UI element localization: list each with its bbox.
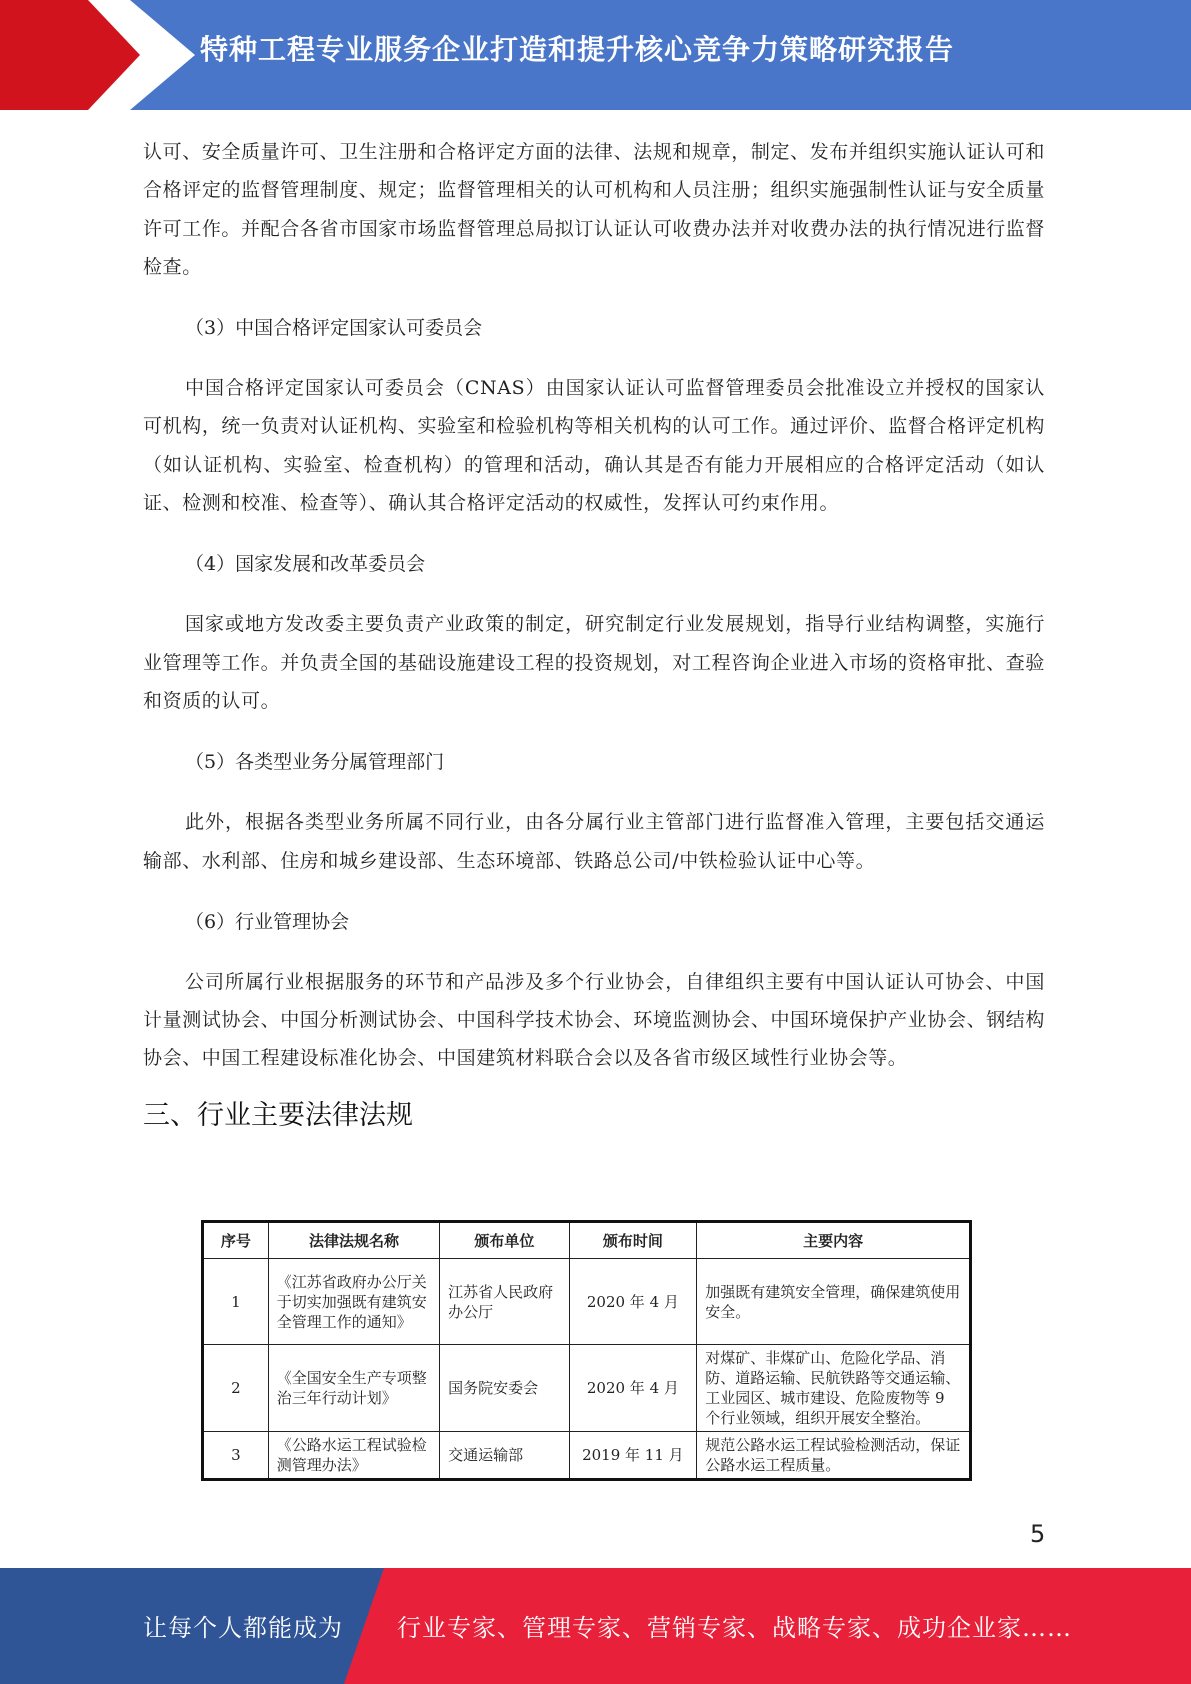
column-header: 颁布时间 — [569, 1222, 697, 1259]
column-header: 主要内容 — [697, 1222, 971, 1259]
laws-regulations-table — [201, 1220, 972, 1481]
table-cell: 3 — [203, 1432, 269, 1480]
page-footer — [0, 1568, 1191, 1684]
footer-slogan-right: 行业专家、管理专家、营销专家、战略专家、成功企业家…… — [397, 1614, 1072, 1642]
table-header-row — [203, 1222, 971, 1259]
page-number: 5 — [1030, 1520, 1046, 1548]
body-paragraph: 此外，根据各类型业务所属不同行业，由各分属行业主管部门进行监督准入管理，主要包括交通运输部、水利部、住房和城乡建设部、生态环境部、铁路总公司/中铁检验认证中心等。 — [143, 811, 1045, 872]
subheading: （6）行业管理协会 — [185, 910, 350, 933]
table-cell: 江苏省人民政府办公厅 — [440, 1259, 569, 1345]
table-cell: 1 — [203, 1259, 269, 1345]
report-title: 特种工程专业服务企业打造和提升核心竞争力策略研究报告 — [200, 33, 955, 66]
table-cell: 2019 年 11 月 — [569, 1432, 697, 1480]
column-header: 颁布单位 — [440, 1222, 569, 1259]
page-header — [0, 0, 1191, 110]
section-heading: 三、行业主要法律法规 — [143, 1099, 413, 1131]
body-paragraph: 中国合格评定国家认可委员会（CNAS）由国家认证认可监督管理委员会批准设立并授权的国家认可机构，统一负责对认证机构、实验室和检验机构等相关机构的认可工作。通过评价、监督合格评定机构（如认证机构、实验室、检查机构）的管理和活动，确认其是否有能力开展相应的合格评定活动（如认证、检测和校准、检查等）、确认其合格评定活动的权威性，发挥认可约束作用。 — [143, 377, 1045, 515]
table-cell: 对煤矿、非煤矿山、危险化学品、消防、道路运输、民航铁路等交通运输、工业园区、城市建设、危险废物等 9 个行业领域，组织开展安全整治。 — [697, 1345, 971, 1432]
table-cell: 《全国安全生产专项整治三年行动计划》 — [268, 1345, 439, 1432]
body-paragraph: 认可、安全质量许可、卫生注册和合格评定方面的法律、法规和规章，制定、发布并组织实施认证认可和合格评定的监督管理制度、规定；监督管理相关的认可机构和人员注册；组织实施强制性认证与安全质量许可工作。并配合各省市国家市场监督管理总局拟订认证认可收费办法并对收费办法的执行情况进行监督检查。 — [143, 141, 1045, 278]
table-cell: 交通运输部 — [440, 1432, 569, 1480]
table-row — [203, 1345, 971, 1432]
column-header: 序号 — [203, 1222, 269, 1259]
table-cell: 2020 年 4 月 — [569, 1259, 697, 1345]
table-row — [203, 1432, 971, 1480]
table-cell: 《公路水运工程试验检测管理办法》 — [268, 1432, 439, 1480]
table-row — [203, 1259, 971, 1345]
table-cell: 《江苏省政府办公厅关于切实加强既有建筑安全管理工作的通知》 — [268, 1259, 439, 1345]
main-content — [143, 133, 1045, 1136]
subheading: （4）国家发展和改革委员会 — [185, 553, 426, 576]
body-paragraph: 国家或地方发改委主要负责产业政策的制定，研究制定行业发展规划，指导行业结构调整，实施行业管理等工作。并负责全国的基础设施建设工程的投资规划，对工程咨询企业进入市场的资格审批、查验和资质的认可。 — [143, 613, 1045, 712]
subheading: （5）各类型业务分属管理部门 — [185, 751, 445, 774]
body-paragraph: 公司所属行业根据服务的环节和产品涉及多个行业协会，自律组织主要有中国认证认可协会、中国计量测试协会、中国分析测试协会、中国科学技术协会、环境监测协会、中国环境保护产业协会、钢结构协会、中国工程建设标准化协会、中国建筑材料联合会以及各省市级区域性行业协会等。 — [143, 970, 1045, 1070]
footer-slogan-left: 让每个人都能成为 — [143, 1614, 343, 1642]
table-cell: 规范公路水运工程试验检测活动，保证公路水运工程质量。 — [697, 1432, 971, 1480]
table-cell: 加强既有建筑安全管理，确保建筑使用安全。 — [697, 1259, 971, 1345]
table-cell: 2 — [203, 1345, 269, 1432]
column-header: 法律法规名称 — [268, 1222, 439, 1259]
table-cell: 2020 年 4 月 — [569, 1345, 697, 1432]
table-cell: 国务院安委会 — [440, 1345, 569, 1432]
subheading: （3）中国合格评定国家认可委员会 — [185, 317, 483, 340]
